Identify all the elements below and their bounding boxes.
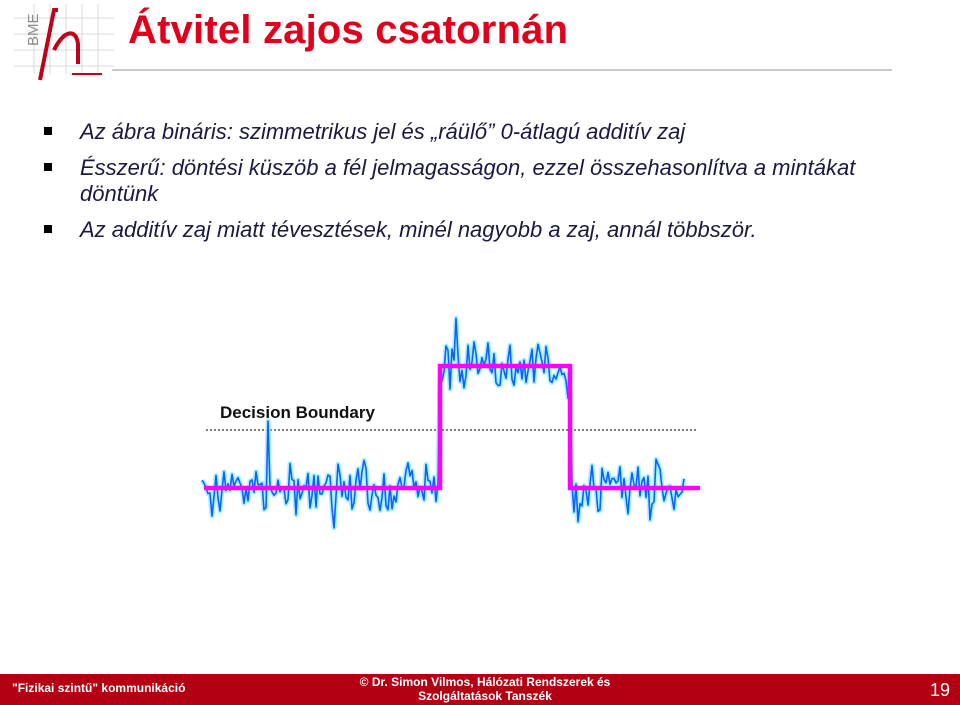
bme-logo	[14, 4, 114, 84]
bullet-item	[44, 217, 934, 244]
bullet-item	[44, 119, 934, 146]
bullet-list	[44, 119, 934, 252]
decision-boundary-label: Decision Boundary	[220, 403, 375, 422]
footer-course-title: "Fizikai szintű" kommunikáció	[12, 681, 186, 695]
footer-copyright	[335, 675, 635, 703]
title-divider	[112, 69, 892, 71]
footer-copyright-line: Szolgáltatások Tanszék	[418, 689, 552, 703]
footer-bar	[0, 674, 960, 705]
noise-glow-trace	[202, 318, 684, 528]
bullet-text: Az ábra bináris: szimmetrikus jel és „ráülő” 0-átlagú additív zaj	[80, 119, 686, 144]
page-number: 19	[929, 680, 950, 700]
footer-copyright-line: © Dr. Simon Vilmos, Hálózati Rendszerek és	[359, 675, 611, 689]
logo-text: BME	[25, 13, 42, 46]
slide-title: Átvitel zajos csatornán	[128, 8, 569, 52]
bullet-square-icon	[44, 163, 52, 171]
bullet-text: Az additív zaj miatt tévesztések, minél nagyobb a zaj, annál többször.	[80, 216, 757, 242]
bullet-square-icon	[44, 127, 52, 135]
bullet-item	[44, 155, 934, 208]
noisy-signal-figure	[196, 278, 708, 553]
bullet-square-icon	[44, 225, 52, 233]
bullet-text: Ésszerű: döntési küszöb a fél jelmagasságon, ezzel összehasonlítva a mintákat döntünk	[80, 154, 856, 206]
